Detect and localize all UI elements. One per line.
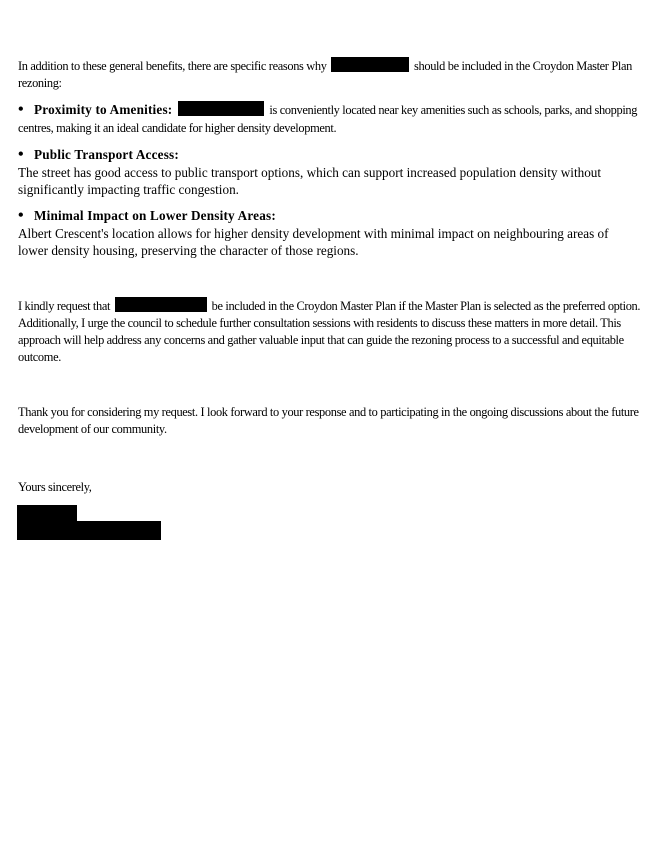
bullet-marker: • — [18, 146, 24, 163]
redacted-signer-name — [17, 521, 161, 540]
bullet-body: Albert Crescent's location allows for higher density development with minimal impact on neighbouring areas of lower density housing, preserving the character of those regions. — [18, 226, 609, 258]
bullet-marker: • — [18, 101, 24, 118]
bullet-body: The street has good access to public transport options, which can support increased population density without significantly impacting traffic congestion. — [18, 165, 602, 197]
thanks-paragraph: Thank you for considering my request. I look forward to your response and to participating in the ongoing discussions about the future development of our community. — [18, 405, 639, 436]
bullet-title: Minimal Impact on Lower Density Areas: — [34, 208, 276, 223]
bullet-marker: • — [18, 207, 24, 224]
closing-line: Yours sincerely, — [18, 480, 92, 494]
bullet-title: Proximity to Amenities: — [34, 102, 173, 117]
request-text-before: I kindly request that — [18, 299, 111, 313]
intro-text-after: should be included in the Croydon Master Plan rezoning: — [18, 59, 632, 90]
request-paragraph — [18, 297, 642, 366]
request-text-after: be included in the Croydon Master Plan if the Master Plan is selected as the preferred option. Additionally, I urge the council to schedule further consultation sessions with residents to discuss these matters in more detail. This approach will help address any concerns and gather valuable input that can guide the rezoning process to a successful and equitable outcome. — [18, 299, 641, 364]
intro-paragraph — [18, 57, 642, 92]
bullet-body: is conveniently located near key amenities such as schools, parks, and shopping centres, making it an ideal candidate for higher density development. — [18, 103, 638, 135]
bullet-transport — [18, 146, 638, 198]
redacted-street-name — [331, 57, 409, 72]
intro-text-before: In addition to these general benefits, there are specific reasons why — [18, 59, 327, 73]
redacted-street-name — [178, 101, 264, 116]
bullet-proximity — [18, 101, 638, 137]
redacted-street-name — [115, 297, 207, 312]
bullet-title: Public Transport Access: — [34, 147, 179, 162]
bullet-minimal-impact — [18, 207, 638, 259]
